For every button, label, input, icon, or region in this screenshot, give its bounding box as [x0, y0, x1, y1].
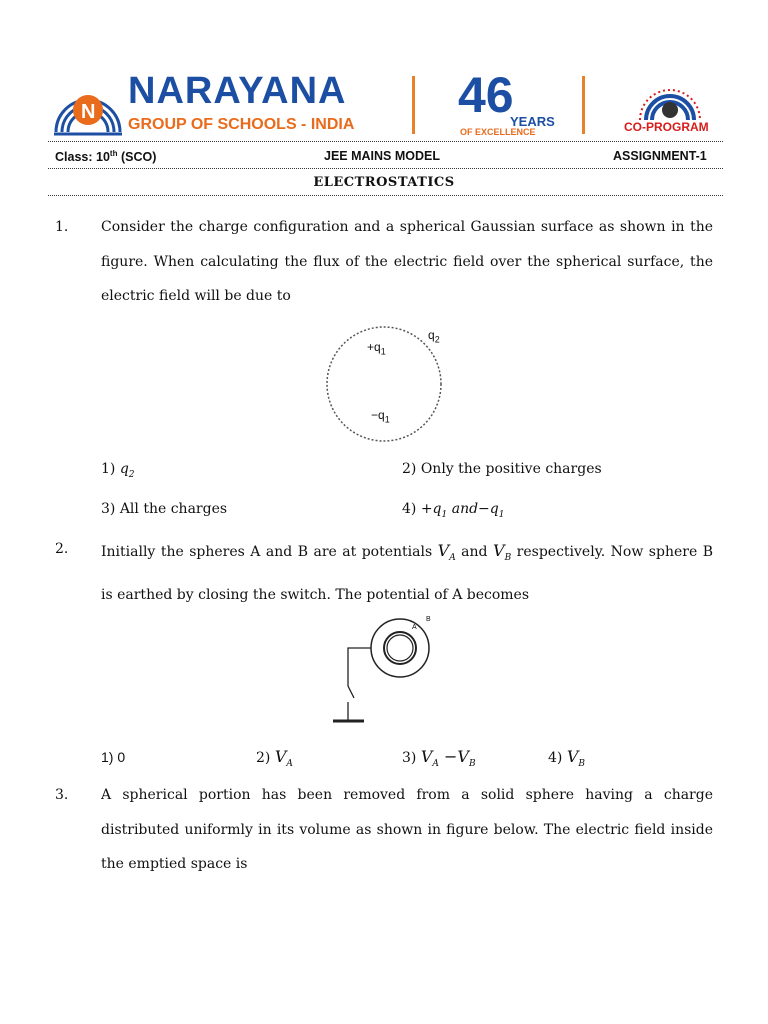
- co-program-logo: [620, 80, 720, 140]
- switch: [348, 686, 354, 698]
- q2-opt2-math: V: [274, 747, 287, 766]
- charge-minus-q1: [371, 408, 390, 424]
- q2-opt3-sub: A: [432, 758, 439, 769]
- q1-figure: [322, 320, 452, 442]
- q1-number: 1.: [55, 219, 69, 235]
- charge-plus-sub: 1: [380, 346, 386, 357]
- narayana-emblem-icon: [50, 76, 126, 138]
- q2-opt4-sub: B: [578, 758, 586, 769]
- q2-opt3-math: V: [420, 747, 433, 766]
- q2-opt3-mid: −V: [438, 747, 469, 766]
- charge-outside-sub: 2: [434, 334, 440, 345]
- narayana-logo: [50, 72, 380, 142]
- q2-opt2-label: 2): [256, 750, 271, 766]
- brand-subtitle: GROUP OF SCHOOLS - INDIA: [128, 116, 355, 133]
- q1-opt4-sub2: 1: [498, 509, 505, 520]
- q2-opt3-sub2: B: [468, 758, 476, 769]
- q2-text-after: respectively. Now sphere B is earthed by closing the switch. The potential of A becomes: [101, 544, 714, 603]
- q2-va-sub: A: [449, 552, 456, 563]
- years-word: YEARS: [510, 114, 555, 129]
- wire: [348, 648, 371, 686]
- q2-opt4-math: V: [566, 747, 579, 766]
- q1-opt1-label: 1): [101, 461, 116, 477]
- q1-opt4-sub: 1: [441, 509, 448, 520]
- q1-option-3[interactable]: 3) All the charges: [101, 501, 228, 517]
- years-tagline: OF EXCELLENCE: [460, 127, 536, 137]
- header-divider: [412, 76, 415, 134]
- class-prefix: Class: 10: [55, 150, 110, 165]
- topic-title: ELECTROSTATICS: [313, 175, 455, 190]
- q1-option-1[interactable]: [101, 461, 135, 480]
- charge-minus-sub: 1: [384, 414, 390, 425]
- svg-text:N: N: [81, 101, 96, 123]
- brand-title: NARAYANA: [128, 70, 347, 112]
- q2-option-4[interactable]: [548, 747, 585, 769]
- co-program-label: CO-PROGRAM: [624, 120, 709, 134]
- assignment-label: ASSIGNMENT-1: [613, 149, 707, 163]
- q2-va: V: [437, 541, 450, 560]
- charge-q2: [428, 328, 440, 344]
- q3-text: A spherical portion has been removed from a solid sphere having a charge distributed uniformly in its volume as shown in figure below. The electric field inside the emptied space is: [101, 787, 713, 872]
- q2-option-2[interactable]: [256, 747, 293, 769]
- charge-minus-q: −q: [371, 408, 385, 422]
- q2-text-mid: and: [455, 544, 493, 560]
- label-a: A: [412, 624, 417, 631]
- charge-plus-q1: [367, 340, 386, 356]
- q2-number: 2.: [55, 541, 69, 557]
- label-b: B: [426, 616, 431, 623]
- q2-opt3-label: 3): [402, 750, 417, 766]
- q2-option-1[interactable]: 1) 0: [101, 749, 126, 765]
- earthed-spheres-figure: [330, 614, 450, 730]
- q1-opt4-mid: and−q: [447, 501, 499, 517]
- q2-opt2-sub: A: [286, 758, 293, 769]
- q2-figure: [330, 614, 450, 730]
- header-dotted-line: [48, 141, 723, 142]
- q1-opt1-math: q: [119, 461, 129, 477]
- q2-vb: V: [493, 541, 505, 560]
- class-sup: th: [109, 149, 118, 158]
- q1-opt1-sub: 2: [128, 469, 135, 480]
- q1-option-4[interactable]: [402, 501, 504, 520]
- q1-opt4-label: 4): [402, 501, 417, 517]
- years-number: 46: [458, 67, 514, 123]
- sphere-b: [371, 619, 429, 677]
- q1-text: Consider the charge configuration and a spherical Gaussian surface as shown in the figure. When calculating the flux of the electric field over the spherical surface, the electric field will be due to: [101, 219, 713, 304]
- header-dotted-line-2: [48, 168, 723, 169]
- q1-option-2[interactable]: 2) Only the positive charges: [402, 461, 602, 477]
- charge-outside-q: q: [428, 328, 435, 342]
- q1-opt4-math: +q: [420, 501, 442, 517]
- charge-plus-q: +q: [367, 340, 381, 354]
- q2-vb-sub: B: [504, 552, 512, 563]
- header-dotted-line-3: [48, 195, 723, 196]
- q2-opt4-label: 4): [548, 750, 563, 766]
- q2-option-3[interactable]: [402, 747, 476, 769]
- years-badge: [458, 67, 555, 138]
- class-label: [55, 149, 156, 164]
- class-suffix: (SCO): [117, 150, 157, 165]
- q2-text-before: Initially the spheres A and B are at potentials: [101, 544, 438, 560]
- sphere-a: [384, 632, 416, 664]
- co-program-emblem-icon: [634, 80, 706, 122]
- q2-text: [101, 532, 713, 614]
- exam-model: JEE MAINS MODEL: [324, 149, 440, 163]
- header-divider-2: [582, 76, 585, 134]
- q3-number: 3.: [55, 787, 69, 803]
